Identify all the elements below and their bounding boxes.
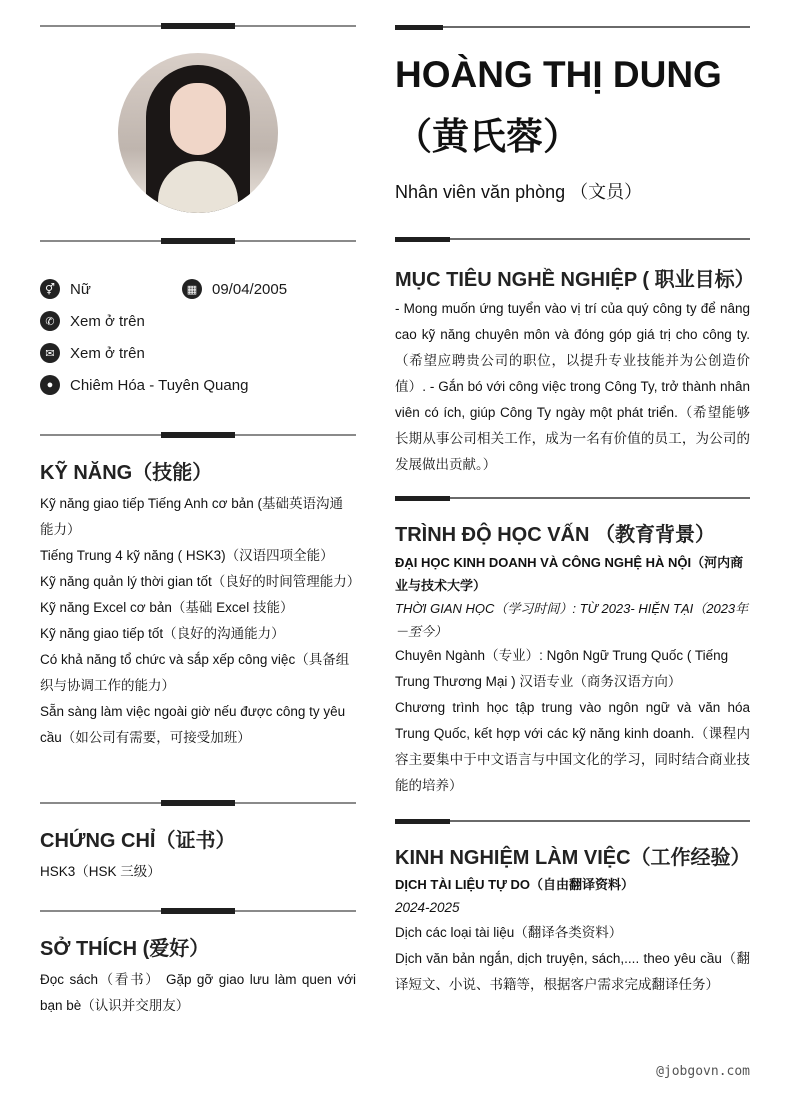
job-duty: Dịch văn bản ngắn, dịch truyện, sách,.... theo yêu cầu（翻译短文、小说、书籍等，根据客户需求完成翻译任务） xyxy=(395,951,750,992)
phone-value: Xem ở trên xyxy=(70,312,145,330)
mail-icon: ✉ xyxy=(40,343,60,363)
avatar xyxy=(118,53,278,213)
full-name-chinese: （黄氏蓉） xyxy=(395,116,580,157)
divider xyxy=(395,237,750,242)
certificates-text: HSK3（HSK 三级） xyxy=(40,864,161,879)
contact-info xyxy=(40,273,356,401)
divider xyxy=(40,23,356,29)
objective-text: - Mong muốn ứng tuyển vào vị trí của quý công ty để nâng cao kỹ năng chuyên môn và đóng góp giá trị cho công ty.（希望应聘贵公司的职位，以提升专业技能并为公创造价值）. - Gắn bó với công việc trong Công Ty, trở thành nhân viên có ích, giúp Công Ty ngày một phát triển.（希望能够长期从事公司相关工作，成为一名有价值的员工，为公司的发展做出贡献。） xyxy=(395,301,750,472)
certificates-title: CHỨNG CHỈ（证书） xyxy=(40,830,236,852)
location-pin-icon: ● xyxy=(40,375,60,395)
skills-list xyxy=(40,491,361,751)
job-period: 2024-2025 xyxy=(395,900,460,915)
education-title: TRÌNH ĐỘ HỌC VẤN （教育背景） xyxy=(395,524,715,546)
birthdate-value: 09/04/2005 xyxy=(212,280,288,298)
school-name: ĐẠI HỌC KINH DOANH VÀ CÔNG NGHỆ HÀ NỘI（河内商业与技术大学） xyxy=(395,555,744,593)
gender-value: Nữ xyxy=(70,280,91,298)
phone-icon: ✆ xyxy=(40,311,60,331)
skill-item: Có khả năng tổ chức và sắp xếp công việc（具备组织与协调工作的能力） xyxy=(40,652,350,693)
email-value: Xem ở trên xyxy=(70,344,145,362)
divider xyxy=(395,25,750,30)
objective-section xyxy=(395,263,755,478)
divider xyxy=(40,800,356,806)
profile-photo xyxy=(118,53,278,213)
skill-item: Kỹ năng giao tiếp tốt（良好的沟通能力） xyxy=(40,626,285,641)
skill-item: Kỹ năng giao tiếp Tiếng Anh cơ bản (基础英语沟通能力） xyxy=(40,496,344,537)
calendar-icon: ▦ xyxy=(182,279,202,299)
certificates-section xyxy=(40,824,356,885)
divider xyxy=(40,908,356,914)
education-description: Chương trình học tập trung vào ngôn ngữ và văn hóa Trung Quốc, kết hợp với các kỹ năng kinh doanh.（课程内容主要集中于中文语言与中国文化的学习，同时结合商业技能的培养） xyxy=(395,700,750,793)
education-major: Chuyên Ngành（专业）: Ngôn Ngữ Trung Quốc ( Tiếng Trung Thương Mại ) 汉语专业（商务汉语方向） xyxy=(395,648,729,689)
job-duty: Dịch các loại tài liệu（翻译各类资料） xyxy=(395,925,623,940)
hobbies-title: SỞ THÍCH (爱好） xyxy=(40,938,210,960)
skill-item: Kỹ năng quản lý thời gian tốt（良好的时间管理能力） xyxy=(40,574,361,589)
divider xyxy=(40,238,356,244)
skill-item: Tiếng Trung 4 kỹ năng ( HSK3)（汉语四项全能） xyxy=(40,548,334,563)
contact-row-gender-birthdate xyxy=(40,273,356,305)
contact-row-phone xyxy=(40,305,356,337)
divider xyxy=(40,432,356,438)
education-school xyxy=(395,551,750,597)
education-section xyxy=(395,518,750,799)
divider xyxy=(395,819,750,824)
divider xyxy=(395,496,750,501)
contact-row-email xyxy=(40,337,356,369)
hobbies-text: Đọc sách（看书） Gặp gỡ giao lưu làm quen với bạn bè（认识并交朋友） xyxy=(40,972,356,1013)
experience-title: KINH NGHIỆM LÀM VIỆC（工作经验） xyxy=(395,847,751,869)
skill-item: Kỹ năng Excel cơ bản（基础 Excel 技能） xyxy=(40,600,294,615)
header xyxy=(395,44,750,204)
address-value: Chiêm Hóa - Tuyên Quang xyxy=(70,376,249,394)
contact-row-address xyxy=(40,369,356,401)
experience-section xyxy=(395,841,750,998)
objective-title: MỤC TIÊU NGHỀ NGHIỆP ( 职业目标） xyxy=(395,269,755,291)
watermark: @jobgovn.com xyxy=(656,1064,750,1079)
full-name: HOÀNG THỊ DUNG xyxy=(395,54,722,95)
skills-section xyxy=(40,456,361,751)
gender-icon: ⚥ xyxy=(40,279,60,299)
job-role: Nhân viên văn phòng （文员） xyxy=(395,182,643,202)
hobbies-section xyxy=(40,932,356,1019)
education-period: THỜI GIAN HỌC（学习时间）: TỪ 2023- HIỆN TẠI（2023年－至今） xyxy=(395,601,749,639)
skill-item: Sẵn sàng làm việc ngoài giờ nếu được công ty yêu cầu（如公司有需要，可接受加班） xyxy=(40,704,346,745)
job-title: DỊCH TÀI LIỆU TỰ DO（自由翻译资料） xyxy=(395,877,635,892)
skills-title: KỸ NĂNG（技能） xyxy=(40,462,213,484)
